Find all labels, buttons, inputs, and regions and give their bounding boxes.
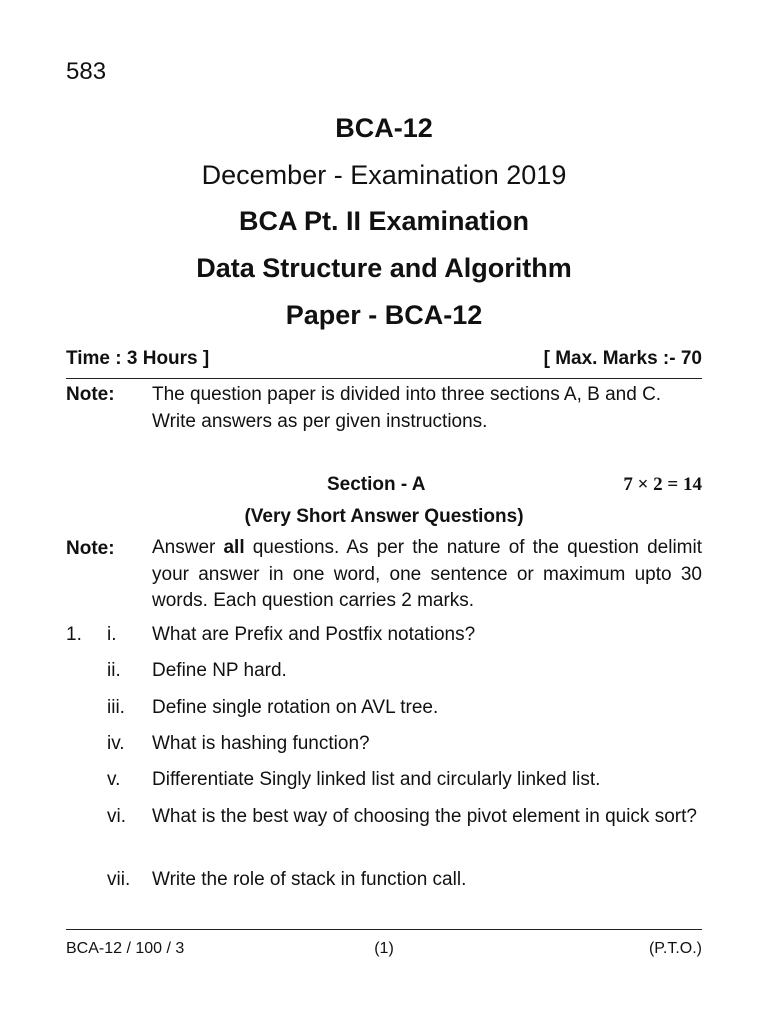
sub-question-number: v. bbox=[107, 769, 121, 790]
max-marks: [ Max. Marks :- 70 bbox=[543, 348, 702, 369]
pto-label: (P.T.O.) bbox=[648, 940, 702, 957]
sub-question-text: What are Prefix and Postfix notations? bbox=[152, 624, 476, 645]
note-text: The question paper is divided into three sections A, B and C. Write answers as per given instructions. bbox=[152, 384, 662, 432]
section-title: Section - A bbox=[327, 474, 426, 495]
note-label: Note: bbox=[66, 384, 115, 405]
paper-code-number: 583 bbox=[66, 58, 107, 85]
section-marks: 7 × 2 = 14 bbox=[623, 474, 702, 495]
exam-name: BCA Pt. II Examination bbox=[238, 206, 530, 236]
exam-session: December - Examination 2019 bbox=[201, 160, 567, 190]
section-note-text bbox=[152, 535, 702, 615]
section-subtitle: (Very Short Answer Questions) bbox=[244, 506, 524, 527]
subject-title: Data Structure and Algorithm bbox=[196, 253, 572, 283]
sub-question-text: What is the best way of choosing the pivot element in quick sort? bbox=[152, 806, 697, 827]
sub-question-number: vi. bbox=[107, 806, 126, 827]
footer-divider bbox=[66, 929, 702, 930]
sub-question-number: i. bbox=[107, 624, 117, 645]
page-number: (1) bbox=[374, 940, 394, 957]
sub-question-text: Define single rotation on AVL tree. bbox=[152, 697, 439, 718]
top-divider bbox=[66, 378, 702, 379]
section-note-label: Note: bbox=[66, 538, 115, 559]
note-text-rest: questions. As per the nature of the question delimit your answer in one word, one sentence or maximum upto 30 words. Each question carries 2 marks. bbox=[152, 537, 702, 611]
sub-question-text: Differentiate Singly linked list and circularly linked list. bbox=[152, 769, 601, 790]
sub-question-number: vii. bbox=[107, 869, 131, 890]
time-allowed: Time : 3 Hours ] bbox=[66, 348, 210, 369]
sub-question-number: iii. bbox=[107, 697, 125, 718]
footer-paper-ref: BCA-12 / 100 / 3 bbox=[66, 940, 185, 957]
sub-question-text: Define NP hard. bbox=[152, 660, 287, 681]
sub-question-text: Write the role of stack in function call. bbox=[152, 869, 467, 890]
note-text-start: Answer bbox=[152, 537, 224, 558]
sub-question-number: iv. bbox=[107, 733, 125, 754]
question-number: 1. bbox=[66, 624, 82, 645]
sub-question-text: What is hashing function? bbox=[152, 733, 370, 754]
paper-line: Paper - BCA-12 bbox=[285, 300, 483, 330]
paper-code-title: BCA-12 bbox=[335, 113, 433, 143]
note-text-emphasis: all bbox=[223, 537, 245, 558]
sub-question-number: ii. bbox=[107, 660, 121, 681]
